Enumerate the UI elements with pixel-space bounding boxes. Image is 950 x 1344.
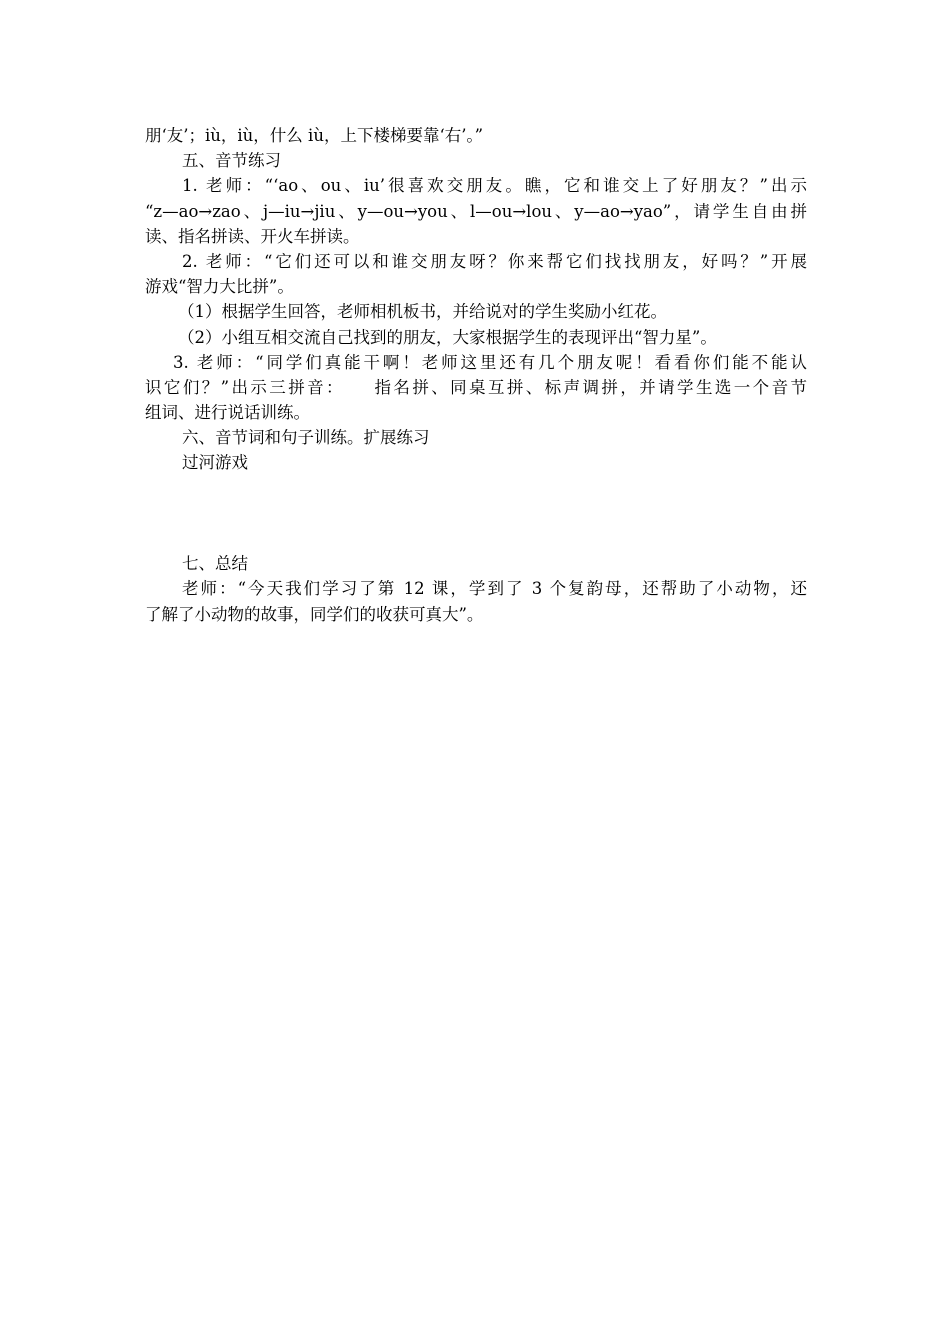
text-line-4: “z—ao→zao、j—iu→jiu、y—ou→you、l—ou→lou、y—ao→yao”，请学生自由拼	[145, 201, 807, 221]
text-line-1: 朋‘友’；iù，iù，什么 iù，上下楼梯要靠‘右’。”	[145, 126, 484, 145]
text-line-5: 读、指名拼读、开火车拼读。	[145, 226, 360, 246]
blank-space	[145, 476, 807, 552]
text-line-9: （2）小组互相交流自己找到的朋友，大家根据学生的表现评出“智力星”。	[178, 327, 717, 347]
text-line-10: 3. 老师：“同学们真能干啊！老师这里还有几个朋友呢！看看你们能不能认	[173, 352, 807, 372]
text-line-11: 识它们？”出示三拼音： 指名拼、同桌互拼、标声调拼，并请学生选一个音节	[145, 377, 807, 397]
section-heading-7: 七、总结	[182, 554, 248, 574]
text-line-6: 2. 老师：“它们还可以和谁交朋友呀？你来帮它们找找朋友，好吗？”开展	[182, 251, 807, 271]
section-heading-6: 六、音节词和句子训练。扩展练习	[182, 428, 430, 448]
text-line-12: 组词、进行说话训练。	[145, 403, 310, 423]
text-line-17: 了解了小动物的故事，同学们的收获可真大”。	[145, 604, 484, 624]
section-heading-5: 五、音节练习	[182, 151, 281, 171]
text-line-8: （1）根据学生回答，老师相机板书，并给说对的学生奖励小红花。	[178, 302, 667, 322]
text-line-7: 游戏“智力大比拼”。	[145, 277, 294, 297]
document-body	[145, 123, 807, 627]
text-line-16: 老师：“今天我们学习了第 12 课，学到了 3 个复韵母，还帮助了小动物，还	[182, 579, 807, 599]
text-line-14: 过河游戏	[182, 453, 248, 473]
text-line-3: 1. 老师：“‘ao、ou、iu’很喜欢交朋友。瞧，它和谁交上了好朋友？”出示	[182, 176, 807, 196]
